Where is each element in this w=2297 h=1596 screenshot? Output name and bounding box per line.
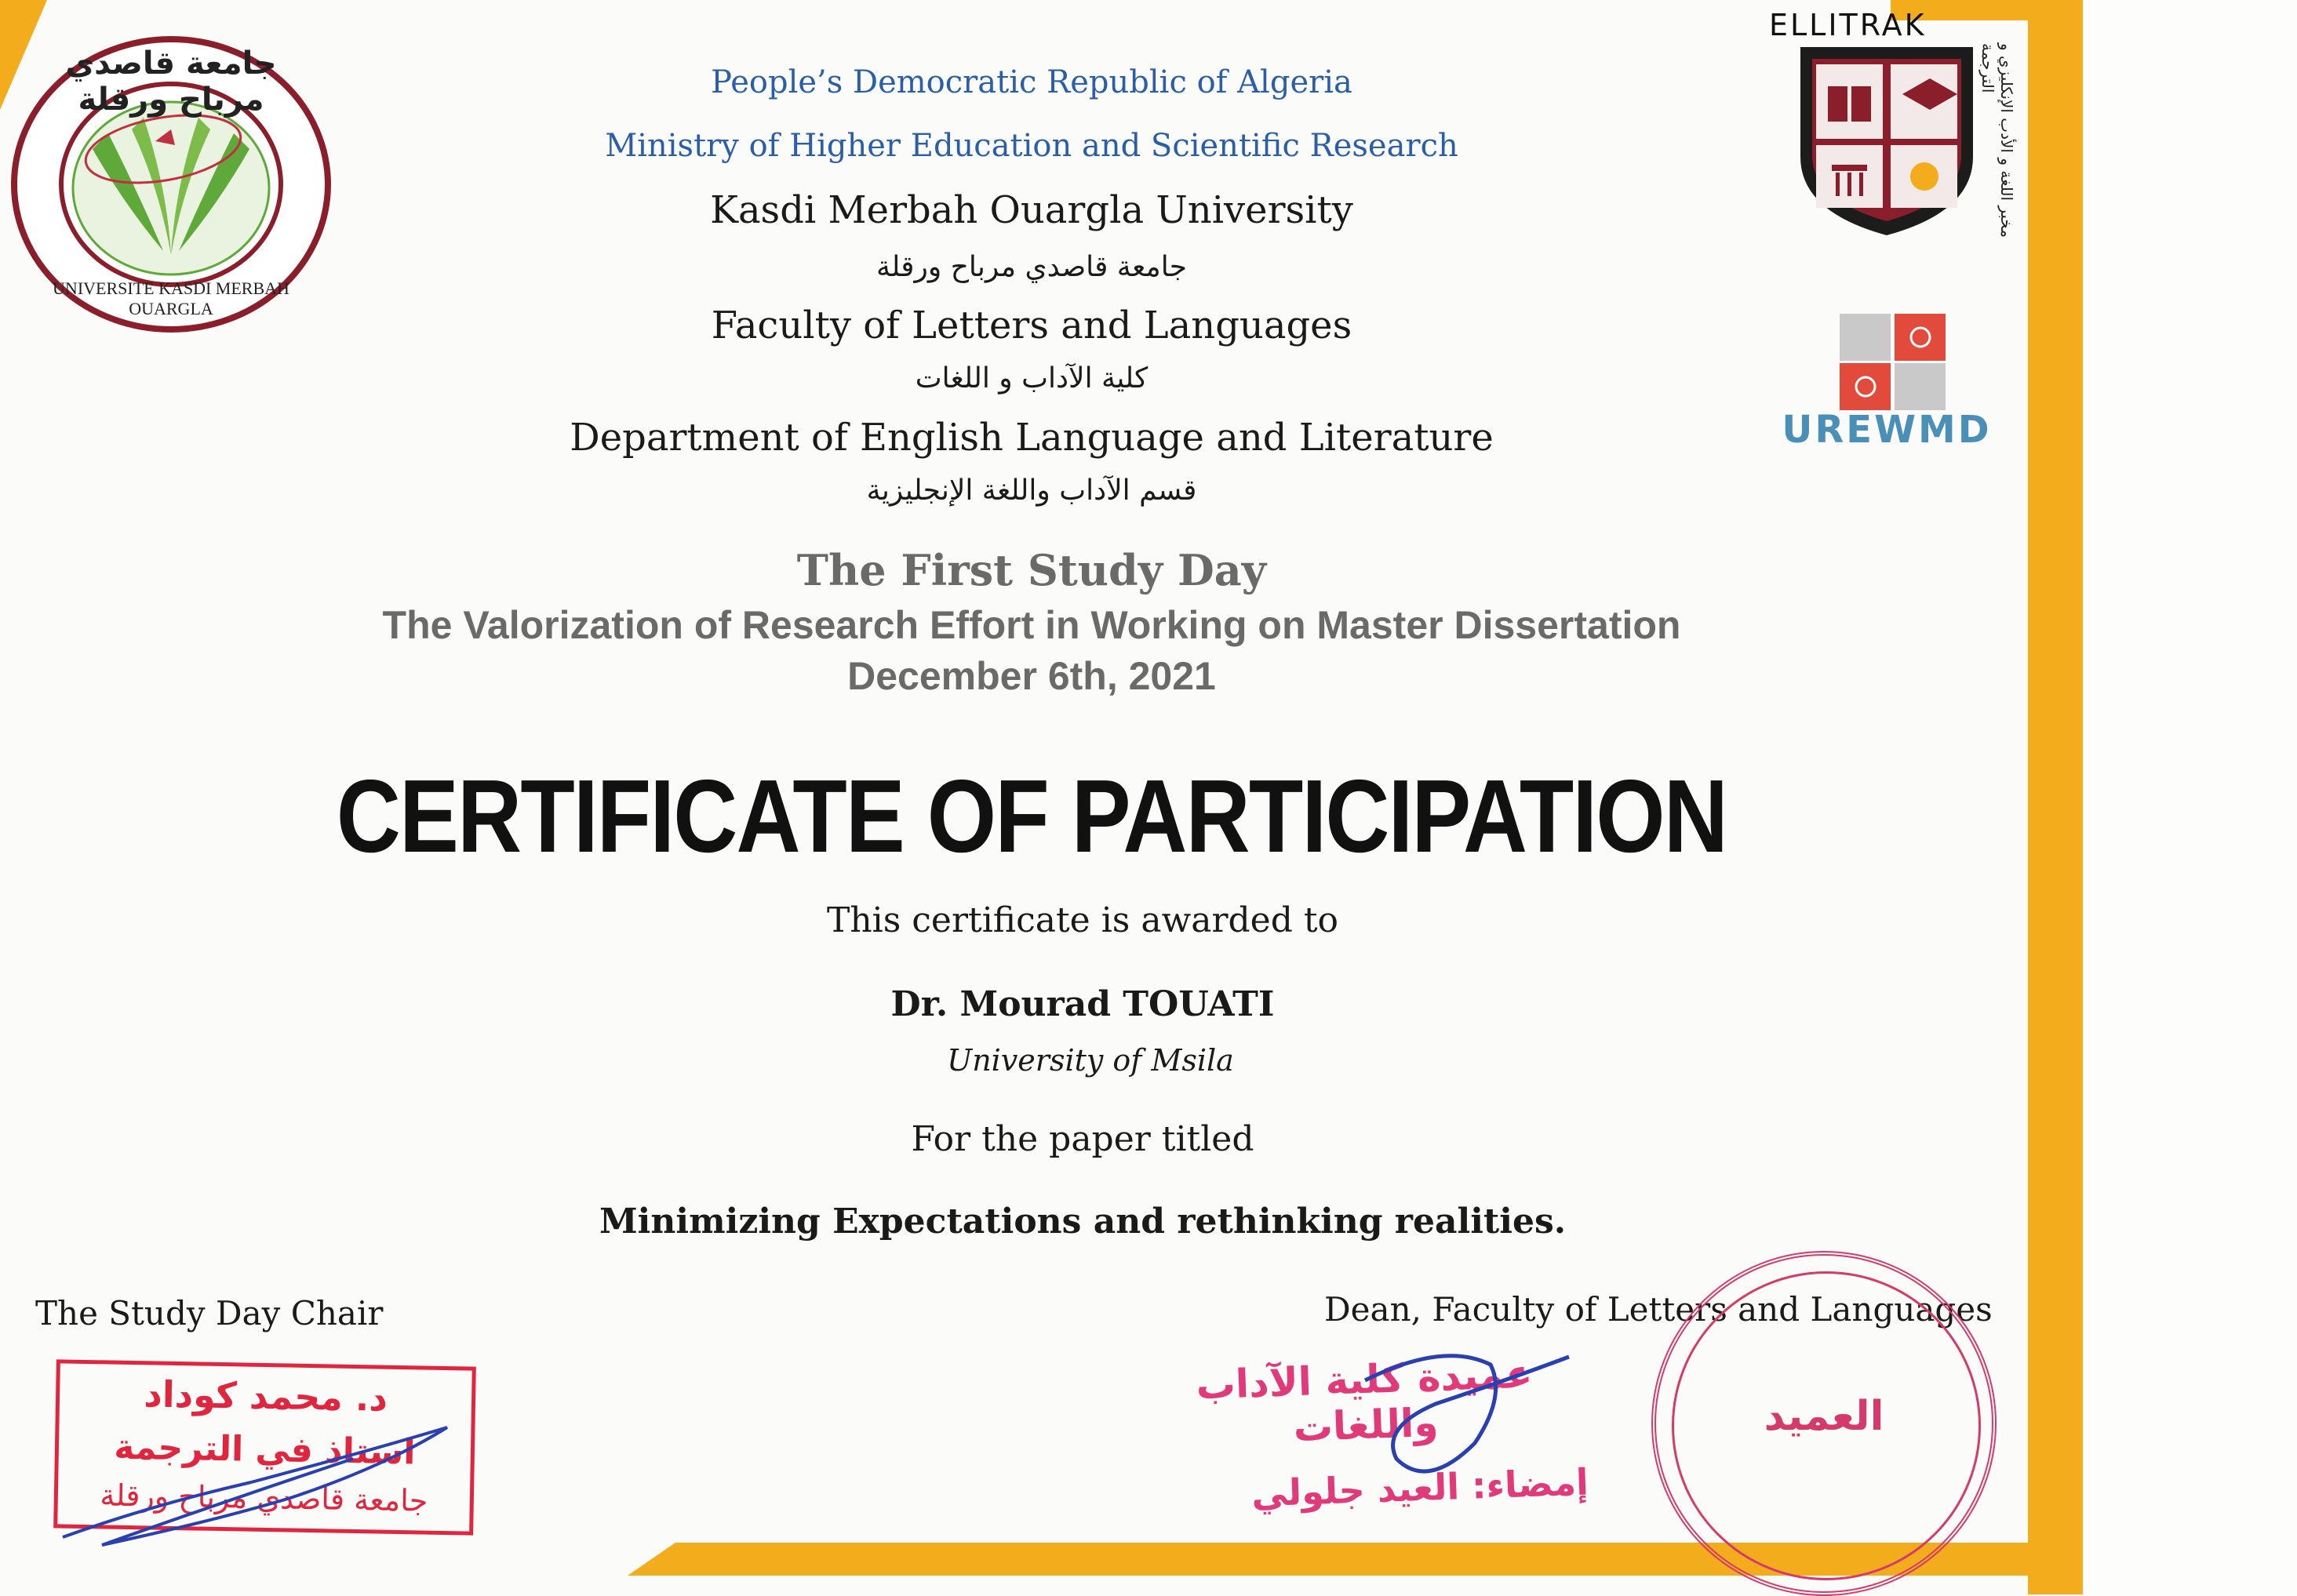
certificate-heading-wrap [0,757,2063,875]
chair-stamp-name: د. محمد كوداد [143,1372,388,1420]
chair-signature [55,1412,463,1553]
dean-stamp-title: عميدة كلية الآداب واللغات [1195,1351,1534,1451]
paper-label: For the paper titled [911,1119,1254,1159]
dean-label: Dean, Faculty of Letters and Languages [1324,1290,1993,1329]
event-date: December 6th, 2021 [847,654,1216,698]
dean-round-stamp-text: العميد [1764,1393,1884,1440]
dean-stamp-signature-line: إمضاء: العيد جلولي [1250,1460,1589,1515]
university-seal-french-text: UNIVERSITE KASDI MERBAH OUARGLA [53,278,289,318]
recipient-affiliation: University of Msila [947,1043,1234,1078]
department-line: Department of English Language and Literature [570,416,1494,460]
faculty-arabic-line: كلية الآداب و اللغات [915,362,1148,394]
lab-arabic-text: مخبر اللغة و الأدب الإنكليزي و الترجمة [1978,43,2016,238]
university-seal-arabic-text: جامعة قاصدي مرباح ورقلة [65,45,277,118]
lab-name-text: ELLITRAK [1769,8,1927,42]
chair-label: The Study Day Chair [35,1294,384,1332]
page-right-margin [2083,0,2297,1594]
certificate-heading: CERTIFICATE OF PARTICIPATION [336,758,1727,874]
dean-signature [1349,1333,1600,1490]
university-line: Kasdi Merbah Ouargla University [710,188,1353,232]
university-arabic-line: جامعة قاصدي مرباح ورقلة [876,251,1187,283]
paper-title: Minimizing Expectations and rethinking realities. [599,1202,1567,1242]
department-arabic-line: قسم الآداب واللغة الإنجليزية [866,474,1197,507]
republic-line: People’s Democratic Republic of Algeria [711,64,1352,100]
event-title: The First Study Day [796,545,1267,595]
unit-name-text: UREWMD [1782,408,1992,452]
awarded-to-label: This certificate is awarded to [826,900,1339,940]
dean-round-stamp [1651,1251,1997,1596]
faculty-line: Faculty of Letters and Languages [711,304,1352,347]
ministry-line: Ministry of Higher Education and Scientific Research [605,128,1458,164]
chair-stamp-university: جامعة قاصدي مرباح ورقلة [100,1478,428,1518]
chair-stamp-title: استاذ في الترجمة [113,1427,416,1473]
event-subtitle: The Valorization of Research Effort in Working on Master Dissertation [382,603,1681,647]
recipient-name: Dr. Mourad TOUATI [890,984,1275,1024]
